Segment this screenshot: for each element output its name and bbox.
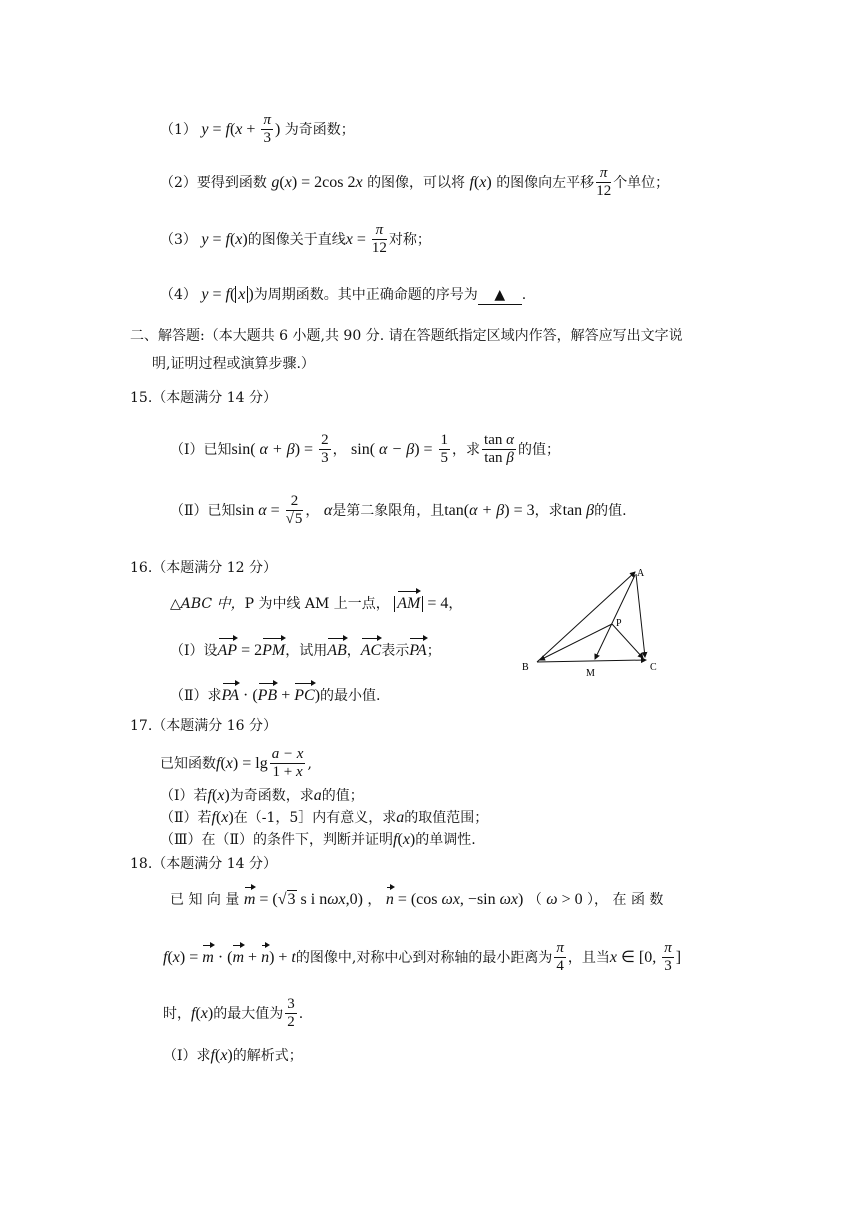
q17-title: 17.（本题满分 16 分）	[130, 718, 277, 734]
segment-PC	[612, 624, 643, 658]
point-M-label: M	[586, 668, 595, 679]
segment-PB	[540, 624, 612, 660]
point-P-label: P	[616, 618, 622, 629]
segment-AM	[595, 575, 635, 659]
segment-BC	[537, 660, 646, 662]
triangle-figure	[518, 562, 664, 680]
section2-heading: 二、解答题:（本大题共 6 小题,共 90 分. 请在答题纸指定区域内作答，解答应写出文字说	[130, 328, 683, 344]
proposition-1: （1） y = f(x + $\frac{\pi}{3}$ ) 为奇函数；	[160, 112, 355, 147]
q17-part3: （Ⅲ）在（Ⅱ）的条件下，判断并证明f(x)的单调性.	[160, 831, 476, 848]
q18-line1: 已 知 向 量 m = (√3 s i nωx,0) ， n = (cos ωx, −sin ωx) （ ω > 0 ）， 在 函 数	[170, 891, 664, 908]
q17-part1: （Ⅰ）若f(x)为奇函数，求a的值；	[160, 787, 364, 804]
q16-part1: （Ⅰ）设AP = 2PM，试用AB，AC表示PA；	[170, 642, 441, 659]
proposition-3: （3） y = f(x)的图像关于直线x = $\frac{\pi}{12}$ 对称；	[160, 222, 431, 257]
proposition-2: （2）要得到函数 g(x) = 2cos 2x 的图像，可以将 f(x) 的图像向左平移 $\frac{\pi}{12}$ 个单位；	[160, 165, 670, 200]
q15-part1: （Ⅰ）已知sin( α + β) = $\frac{2}{3}$ ， sin( α − β) = $\frac{1}{5}$ ，求 $\frac{\text{tan α}}{\text{tan β}}$ 的值；	[170, 432, 560, 467]
q15-part2: （Ⅱ）已知sin α = $\frac{2}{√5}$ ， α是第二象限角，且tan(α + β) = 3，求tan β的值.	[170, 493, 627, 528]
q17-part2: （Ⅱ）若f(x)在（-1，5］内有意义，求a的取值范围；	[160, 809, 489, 826]
q17-intro: 已知函数f(x) = lg $\frac{a - x}{1 + x}$ ,	[160, 746, 312, 781]
q18-title: 18.（本题满分 14 分）	[130, 856, 277, 872]
answer-blank: ▲	[478, 287, 522, 305]
segment-AC	[636, 574, 645, 657]
q16-intro: △ABC 中，P 为中线 AM 上一点， AM = 4，	[170, 595, 463, 612]
q16-title: 16.（本题满分 12 分）	[130, 560, 277, 576]
q18-part1: （Ⅰ）求f(x)的解析式；	[163, 1047, 303, 1064]
point-C-label: C	[650, 662, 657, 673]
q18-line2: f(x) = m · (m + n) + t的图像中,对称中心到对称轴的最小距离为 $\frac{\pi}{4}$ ，且当x ∈ [0, $\frac{\pi}{3}$ ]	[163, 940, 682, 975]
proposition-4: （4） y = f( x )为周期函数。其中正确命题的序号为 ▲ .	[160, 286, 527, 303]
q15-title: 15.（本题满分 14 分）	[130, 390, 277, 406]
point-A-label: A	[637, 568, 645, 579]
q16-part2: （Ⅱ）求PA · (PB + PC)的最小值.	[170, 687, 381, 704]
section2-heading-cont: 明,证明过程或演算步骤.）	[152, 356, 315, 372]
point-B-label: B	[522, 662, 529, 673]
q18-line3: 时，f(x)的最大值为 $\frac{3}{2}$ .	[163, 996, 304, 1031]
segment-BA	[537, 572, 635, 662]
